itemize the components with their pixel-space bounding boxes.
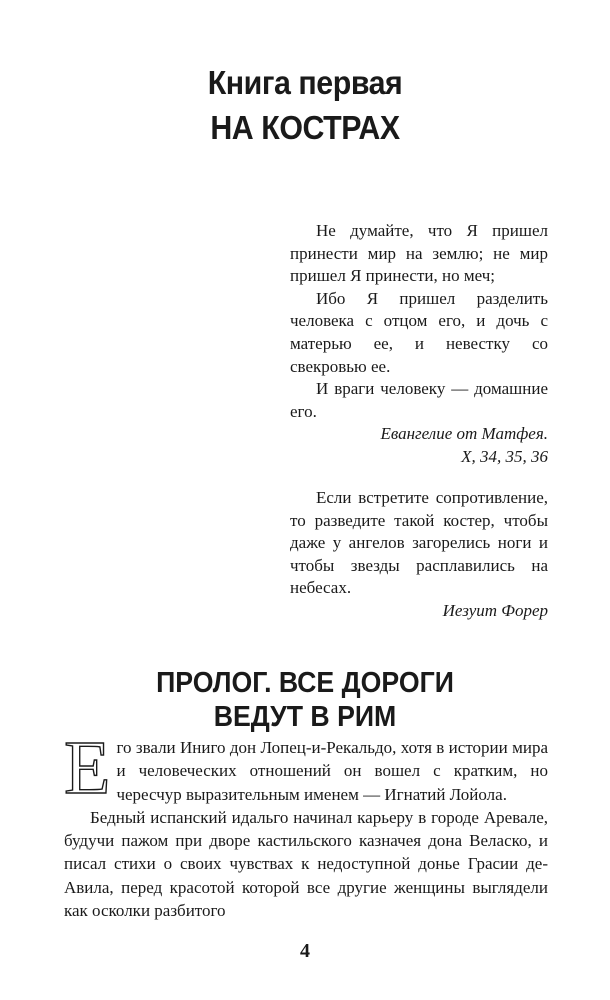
epigraph-source: Евангелие от Матфея.	[380, 424, 548, 444]
book-subtitle: НА КОСТРАХ	[210, 109, 400, 146]
body-paragraph	[64, 726, 548, 810]
page-number: 4	[300, 940, 310, 962]
body-paragraph-text: го звали Иниго дон Лопец-и-Рекальдо, хотя в истории мира и человеческих отношений он вошел с кратким, но чересчур выразительным именем — Игнатий Лойола.	[116, 738, 548, 804]
drop-cap: Е	[64, 726, 111, 810]
body-paragraph: Бедный испанский идальго начинал карьеру в городе Аревале, будучи пажом при дворе кастильского казначея дона Веласко, и писал стихи о своих чувствах к недоступной донье Грасии де-Авила, перед красотой которой все другие женщины выглядели как осколки разбитого	[64, 807, 548, 921]
epigraph-paragraph: Если встретите сопротивление, то разведите такой костер, чтобы даже у ангелов загорелись ноги и чтобы звезды расплавились на небесах.	[290, 488, 548, 598]
epigraph-paragraph: Ибо Я пришел разделить человека с отцом его, и дочь с матерью ее, и невестку со свекровью ее.	[290, 288, 548, 376]
book-title: Книга первая	[207, 64, 403, 101]
epigraph-source-verse: X, 34, 35, 36	[461, 446, 548, 466]
epigraph-source: Иезуит Форер	[442, 600, 548, 620]
prologue-title: ПРОЛОГ. ВСЕ ДОРОГИ	[156, 667, 454, 699]
epigraph-gospel	[290, 220, 548, 469]
prologue-title-continued: ВЕДУТ В РИМ	[213, 701, 397, 733]
epigraph-paragraph: Не думайте, что Я пришел принести мир на землю; не мир пришел Я принести, но меч;	[290, 221, 548, 286]
epigraph-paragraph: И враги человеку — домашние его.	[290, 379, 548, 421]
epigraph-jesuit	[290, 487, 548, 623]
prologue-body	[64, 726, 548, 922]
